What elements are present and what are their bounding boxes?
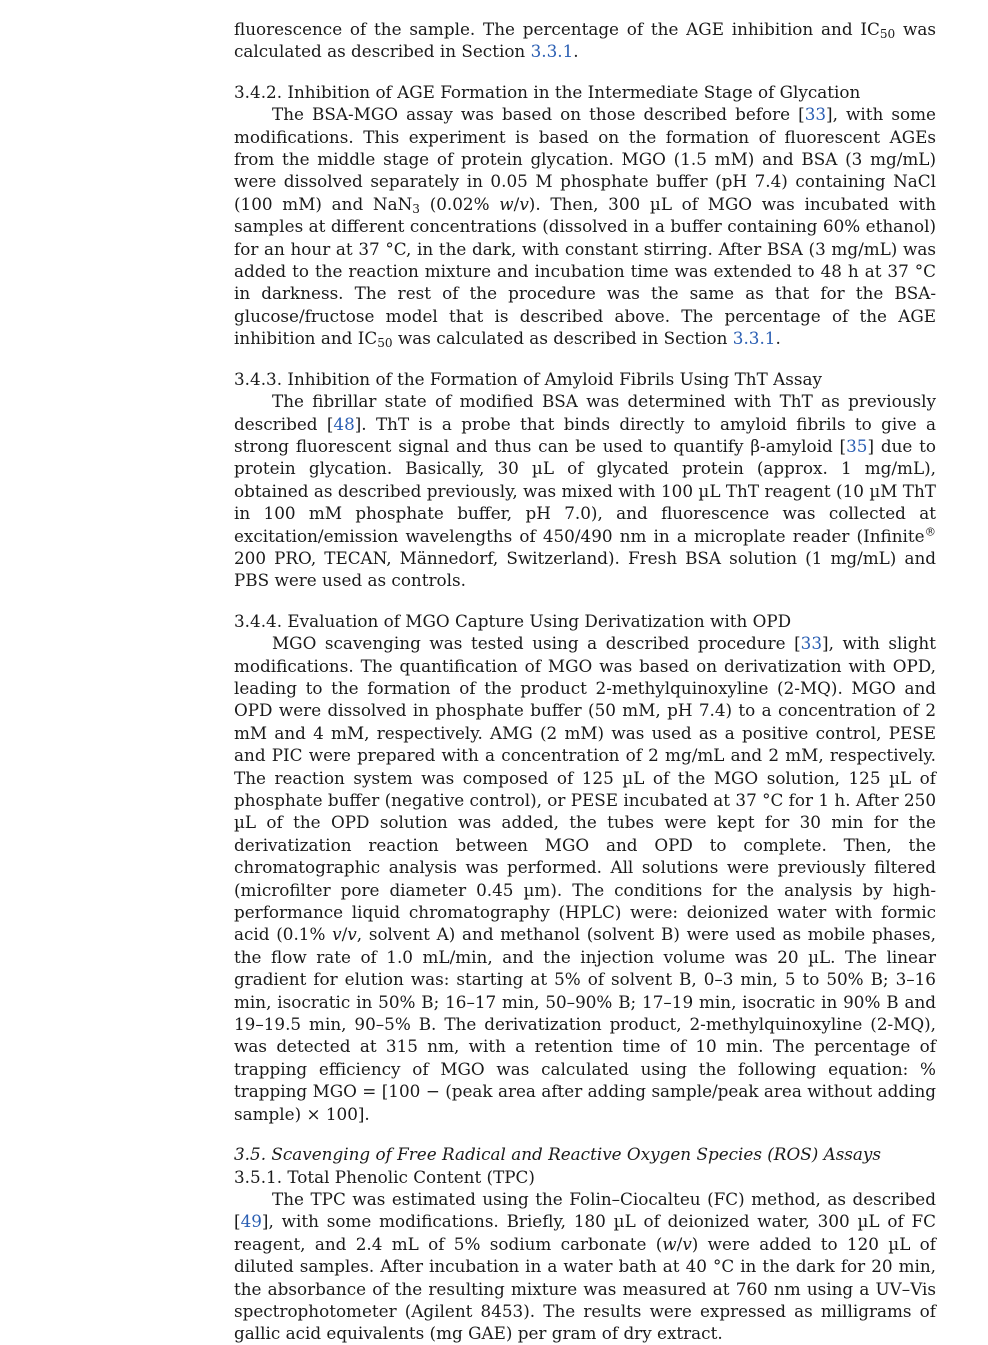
subscript: 50	[879, 27, 896, 42]
italic-text: v	[332, 924, 342, 945]
section-link[interactable]: 3.3.1	[530, 41, 574, 62]
text: ], with slight modifications. The quantification of MGO was based on derivatization with OPD, leading to the formation of the product 2-methylquinoxyline (2-MQ). MGO and OPD were dissolved in phosphate buffer (50 mM, pH 7.4) to a concentration of 2 mM and 4 mM, respectively. AMG (2 mM) was used as a positive control, PESE and PIC were prepared with a concentration of 2 mg/mL and 2 mM, respectively. The reaction system was composed of 125 µL of the MGO solution, 125 µL of phosphate buffer (negative control), or PESE incubated at 37 °C for 1 h. After 250 µL of the OPD solution was added, the tubes were kept for 30 min for the derivatization reaction between MGO and OPD to complete. Then, the chromatographic analysis was performed. All solutions were previously filtered (microfilter pore diameter 0.45 µm). The conditions for the analysis by high-performance liquid chromatography (HPLC) were: deionized water with formic acid (0.1%	[234, 633, 936, 945]
text: was calculated as described in Section	[392, 328, 733, 349]
text: ] due to protein glycation. Basically, 30 µL of glycated protein (approx. 1 mg/mL), obtained as described previously, was mixed with 100 µL ThT reagent (10 µM ThT in 100 mM phosphate buffer, pH 7.0), and fluorescence was collected at excitation/emission wavelengths of 450/490 nm in a microplate reader (Infinite	[234, 435, 936, 546]
section-link[interactable]: 3.3.1	[732, 328, 776, 349]
italic-text: v	[519, 193, 529, 214]
paragraph-3-5-1	[234, 1188, 936, 1345]
text: .	[573, 41, 579, 62]
citation-link[interactable]: 35	[846, 435, 868, 456]
italic-text: v	[347, 924, 357, 945]
text: ]. ThT is a probe that binds directly to amyloid fibrils to give a strong fluorescent signal and thus can be used to quantify β-amyloid [	[234, 413, 936, 456]
text: ], with some modifications. This experiment is based on the formation of fluorescent AGEs from the middle stage of protein glycation. MGO (1.5 mM) and BSA (3 mg/mL) were dissolved separately in 0.05 M phosphate buffer (pH 7.4) containing NaCl (100 mM) and NaN	[234, 104, 936, 214]
text: fluorescence of the sample. The percentage of the AGE inhibition and IC	[234, 19, 880, 39]
subscript: 50	[377, 336, 393, 351]
italic-text: w	[499, 193, 514, 214]
citation-link[interactable]: 49	[240, 1211, 262, 1232]
text: The TPC was estimated using the Folin–Ciocalteu (FC) method, as described [	[234, 1188, 936, 1232]
paper-page	[234, 18, 936, 1345]
text: 200 PRO, TECAN, Männedorf, Switzerland). Fresh BSA solution (1 mg/mL) and PBS were used as controls.	[234, 547, 936, 591]
text: /	[341, 924, 348, 945]
text: was calculated as described in Section	[234, 19, 936, 62]
italic-text: w	[662, 1233, 677, 1254]
text: ). Then, 300 µL of MGO was incubated with samples at different concentrations (dissolved in a buffer containing 60% ethanol) for an hour at 37 °C, in the dark, with constant stirring. After BSA (3 mg/mL) was added to the reaction mixture and incubation time was extended to 48 h at 37 °C in darkness. The rest of the procedure was the same as that for the BSA-glucose/fructose model that is described above. The percentage of the AGE inhibition and IC	[234, 193, 937, 349]
text: , solvent A) and methanol (solvent B) were used as mobile phases, the flow rate of 1.0 mL/min, and the injection volume was 20 µL. The linear gradient for elution was: starting at 5% of solvent B, 0–3 min, 5 to 50% B; 3–16 min, isocratic in 50% B; 16–17 min, 50–90% B; 17–19 min, isocratic in 90% B and 19–19.5 min, 90–5% B. The derivatization product, 2-methylquinoxyline (2-MQ), was detected at 315 nm, with a retention time of 10 min. The percentage of trapping efficiency of MGO was calculated using the following equation: % trapping MGO = [100 − (peak area after adding sample/peak area without adding sample) × 100].	[234, 924, 936, 1124]
text: (0.02%	[419, 193, 500, 214]
text: The fibrillar state of modified BSA was determined with ThT as previously described [	[234, 391, 936, 434]
text: .	[775, 328, 781, 349]
subsection-heading-3-4-3: 3.4.3. Inhibition of the Formation of Amyloid Fibrils Using ThT Assay	[234, 368, 822, 389]
paragraph-3-4-2	[234, 103, 936, 349]
subsection-heading-3-4-4: 3.4.4. Evaluation of MGO Capture Using Derivatization with OPD	[234, 610, 792, 631]
text: ) were added to 120 µL of diluted samples. After incubation in a water bath at 40 °C in the dark for 20 min, the absorbance of the resulting mixture was measured at 760 nm using a UV–Vis spectrophotometer (Agilent 8453). The results were expressed as milligrams of gallic acid equivalents (mg GAE) per gram of dry extract.	[234, 1233, 936, 1344]
citation-link[interactable]: 33	[804, 104, 827, 125]
subsection-heading-3-4-2: 3.4.2. Inhibition of AGE Formation in the Intermediate Stage of Glycation	[234, 81, 861, 102]
intro-paragraph	[234, 18, 936, 63]
text: /	[513, 193, 520, 214]
citation-link[interactable]: 48	[333, 413, 355, 434]
subsection-heading-3-5-1: 3.5.1. Total Phenolic Content (TPC)	[234, 1166, 535, 1187]
superscript: ®	[924, 524, 936, 539]
italic-text: v	[682, 1233, 692, 1254]
paragraph-3-4-3	[234, 390, 936, 592]
text: ], with some modifications. Briefly, 180 µL of deionized water, 300 µL of FC reagent, and 2.4 mL of 5% sodium carbonate (	[234, 1211, 936, 1254]
text: /	[676, 1233, 683, 1254]
citation-link[interactable]: 33	[800, 633, 823, 654]
section-heading-3-5: 3.5. Scavenging of Free Radical and Reactive Oxygen Species (ROS) Assays	[234, 1144, 882, 1165]
paragraph-3-4-4	[234, 632, 936, 1125]
text: The BSA-MGO assay was based on those described before [	[272, 104, 805, 125]
subscript: 3	[412, 201, 420, 216]
text: MGO scavenging was tested using a described procedure [	[272, 633, 801, 654]
